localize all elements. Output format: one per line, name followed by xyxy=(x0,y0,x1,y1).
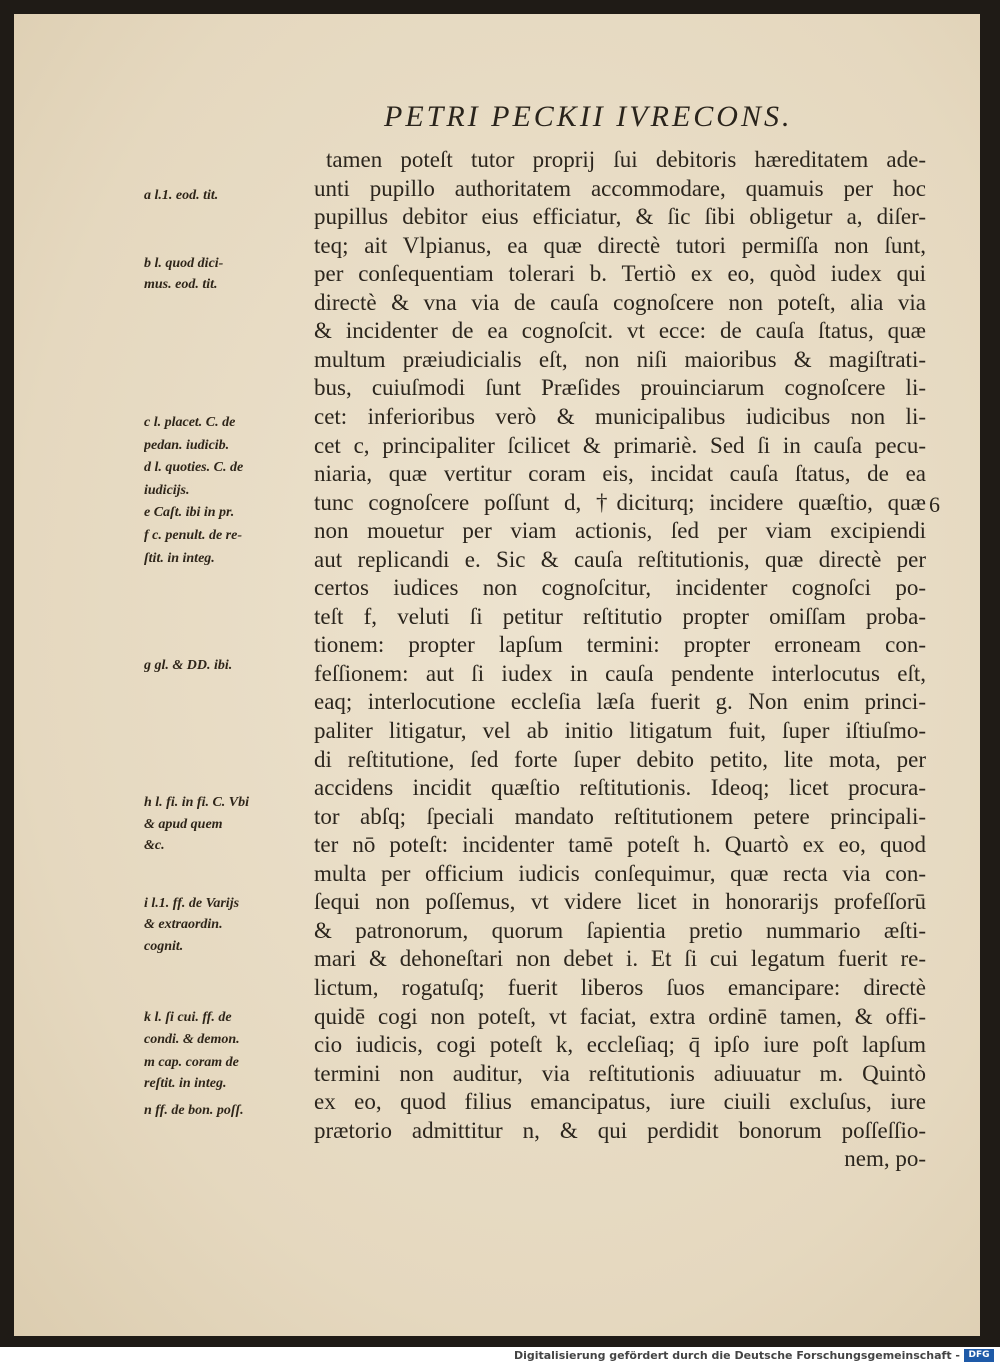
margin-note: h l. fi. in fi. C. Vbi xyxy=(144,795,250,810)
body-line: tionem: propter lapſum termini: propter erroneam con- xyxy=(314,632,926,658)
margin-note: k l. ſi cui. ff. de xyxy=(144,1010,232,1025)
body-line: multa per officium iudicis conſequimur, quæ recta via con- xyxy=(314,860,926,886)
body-line: eaq; interlocutione eccleſia læſa fuerit g. Non enim princi- xyxy=(314,689,926,715)
body-line: teq; ait Vlpianus, ea quæ directè tutori permiſſa non ſunt, xyxy=(314,232,926,258)
body-line: directè & vna via de cauſa cognoſcere non poteſt, alia via xyxy=(314,289,926,315)
margin-note: c l. placet. C. de xyxy=(144,415,236,430)
book-page xyxy=(14,14,980,1336)
margin-note: &c. xyxy=(144,838,165,853)
body-line: bus, cuiuſmodi ſunt Præſides prouinciarum cognoſcere li- xyxy=(314,375,926,401)
body-line: cio iudicis, cogi poteſt k, eccleſiaq; q̄ ipſo iure poſt lapſum xyxy=(314,1032,926,1058)
body-line: mari & dehoneſtari non debet i. Et ſi cui legatum fuerit re- xyxy=(314,946,926,972)
body-line: di reſtitutione, ſed forte ſuper debito petito, lite mota, per xyxy=(314,746,926,772)
body-line: feſſionem: aut ſi iudex in cauſa pendente interlocutus eſt, xyxy=(314,660,926,686)
margin-note: reſtit. in integ. xyxy=(144,1076,227,1091)
margin-note: pedan. iudicib. xyxy=(144,438,230,453)
body-line: teſt f, veluti ſi petitur reſtitutio propter omiſſam proba- xyxy=(314,603,926,629)
dfg-logo: DFG xyxy=(964,1349,994,1362)
body-line: termini non auditur, via reſtitutionis adiuuatur m. Quintò xyxy=(314,1060,926,1086)
margin-note: & extraordin. xyxy=(144,917,223,932)
footer-credit: Digitalisierung gefördert durch die Deutsche Forschungsgemeinschaft - xyxy=(513,1349,960,1362)
margin-note: g gl. & DD. ibi. xyxy=(144,658,233,673)
margin-note: condi. & demon. xyxy=(144,1032,240,1047)
margin-note: m cap. coram de xyxy=(144,1055,239,1070)
body-line: tamen poteſt tutor proprij ſui debitoris hæreditatem ade- xyxy=(326,147,926,172)
body-line: tunc cognoſcere poſſunt d, †diciturq; incidere quæſtio, quæ xyxy=(314,489,926,515)
body-line: cet c, principaliter ſcilicet & primariè. Sed ſi in cauſa pecu- xyxy=(314,432,926,458)
body-line: multum præiudicialis eſt, non niſi maioribus & magiſtrati- xyxy=(314,346,926,372)
body-line: lictum, rogatuſq; fuerit liberos ſuos emancipare: directè xyxy=(314,974,926,1000)
margin-note: iudicijs. xyxy=(144,483,190,498)
body-line: & incidenter de ea cognoſcit. vt ecce: de cauſa ſtatus, quæ xyxy=(314,318,926,344)
margin-note: f c. penult. de re- xyxy=(144,528,242,543)
body-line: paliter litigatur, vel ab initio litigatum fuit, ſuper iſtiuſmo- xyxy=(314,718,926,743)
margin-note: e Caſt. ibi in pr. xyxy=(144,505,235,520)
body-line: per conſequentiam tolerari b. Tertiò ex eo, quòd iudex qui xyxy=(314,261,926,287)
margin-note: n ff. de bon. poſſ. xyxy=(144,1103,244,1118)
body-line: niaria, quæ vertitur coram eis, incidat cauſa ſtatus, de ea xyxy=(314,461,926,487)
body-line: nem, po- xyxy=(844,1146,926,1172)
margin-note: b l. quod dici- xyxy=(144,256,224,271)
margin-note: i l.1. ff. de Varijs xyxy=(144,896,240,911)
body-line: pupillus debitor eius efficiatur, & ſic ſibi obligetur a, diſer- xyxy=(314,204,926,230)
body-line: prætorio admittitur n, & qui perdidit bonorum poſſeſſio- xyxy=(314,1117,926,1143)
margin-note: & apud quem xyxy=(144,817,223,832)
body-line: tor abſq; ſpeciali mandato reſtitutionem petere principali- xyxy=(314,803,926,829)
footer-bar xyxy=(0,1347,1000,1365)
body-line: non mouetur per viam actionis, ſed per viam excipiendi xyxy=(314,518,926,544)
body-line: ter nō poteſt: incidenter tamē poteſt h. Quartò ex eo, quod xyxy=(314,832,926,858)
margin-note: a l.1. eod. tit. xyxy=(144,188,219,203)
margin-number: 6 xyxy=(929,492,940,517)
body-line: accidens incidit quæſtio reſtitutionis. Ideoq; licet procura- xyxy=(314,775,926,801)
body-line: ſequi non poſſemus, vt videre licet in honorarijs profeſſorū xyxy=(314,889,926,915)
margin-note: ſtit. in integ. xyxy=(144,551,215,566)
body-line: certos iudices non cognoſcitur, incidenter cognoſci po- xyxy=(314,575,926,601)
body-line: unti pupillo authoritatem accommodare, quamuis per hoc xyxy=(314,175,926,201)
running-head: PETRI PECKII IVRECONS. xyxy=(384,100,793,133)
margin-note: d l. quoties. C. de xyxy=(144,460,244,475)
margin-note: cognit. xyxy=(144,939,184,954)
margin-note: mus. eod. tit. xyxy=(144,277,218,292)
body-line: & patronorum, quorum ſapientia pretio nummario æſti- xyxy=(314,917,926,943)
body-line: cet: inferioribus verò & municipalibus iudicibus non li- xyxy=(314,403,926,429)
body-line: ex eo, quod filius emancipatus, iure ciuili excluſus, iure xyxy=(314,1089,926,1115)
body-line: quidē cogi non poteſt, vt faciat, extra ordinē tamen, & offi- xyxy=(314,1003,926,1029)
body-line: aut replicandi e. Sic & cauſa reſtitutionis, quæ directè per xyxy=(314,546,926,572)
